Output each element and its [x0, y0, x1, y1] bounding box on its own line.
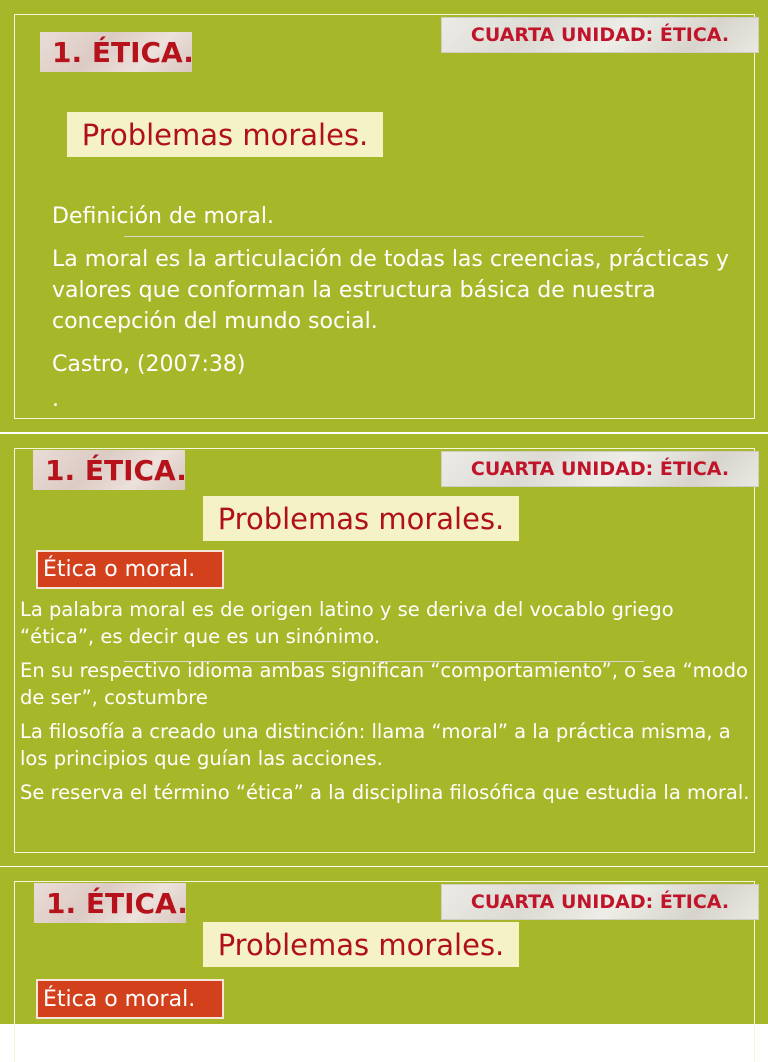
section-title: 1. ÉTICA.	[34, 883, 186, 923]
unit-badge: CUARTA UNIDAD: ÉTICA.	[441, 17, 759, 53]
unit-badge: CUARTA UNIDAD: ÉTICA.	[441, 884, 759, 920]
slide-subtitle: Problemas morales.	[203, 496, 519, 541]
slide-subtitle: Problemas morales.	[67, 112, 383, 157]
paragraph: Se reserva el término “ética” a la disciplina filosófica que estudia la moral.	[20, 781, 750, 804]
citation: Castro, (2007:38)	[52, 352, 246, 377]
slide-2	[0, 434, 768, 866]
slide-1-body	[52, 201, 742, 415]
paragraph: En su respectivo idioma ambas significan “comportamiento”, o sea “modo de ser”, costumbre	[20, 659, 748, 709]
section-title: 1. ÉTICA.	[33, 450, 185, 490]
topic-label: Ética o moral.	[36, 550, 224, 589]
unit-badge: CUARTA UNIDAD: ÉTICA.	[441, 451, 759, 487]
definition-paragraph: La moral es la articulación de todas las creencias, prácticas y valores que conforman la estructura básica de nuestra concepción del mundo social.	[52, 247, 730, 334]
trailing-mark: .	[52, 387, 59, 412]
slide-2-body	[20, 596, 750, 813]
paragraph: La filosofía a creado una distinción: llama “moral” a la práctica misma, a los principios que guían las acciones.	[20, 720, 731, 770]
topic-label: Ética o moral.	[36, 979, 224, 1019]
definition-heading: Definición de moral.	[52, 204, 275, 229]
paragraph: La palabra moral es de origen latino y se deriva del vocablo griego “ética”, es decir que es un sinónimo.	[20, 598, 674, 648]
slide-subtitle: Problemas morales.	[203, 922, 519, 967]
slide-1	[0, 0, 768, 432]
section-title: 1. ÉTICA.	[40, 32, 192, 72]
slide-3	[0, 867, 768, 1024]
